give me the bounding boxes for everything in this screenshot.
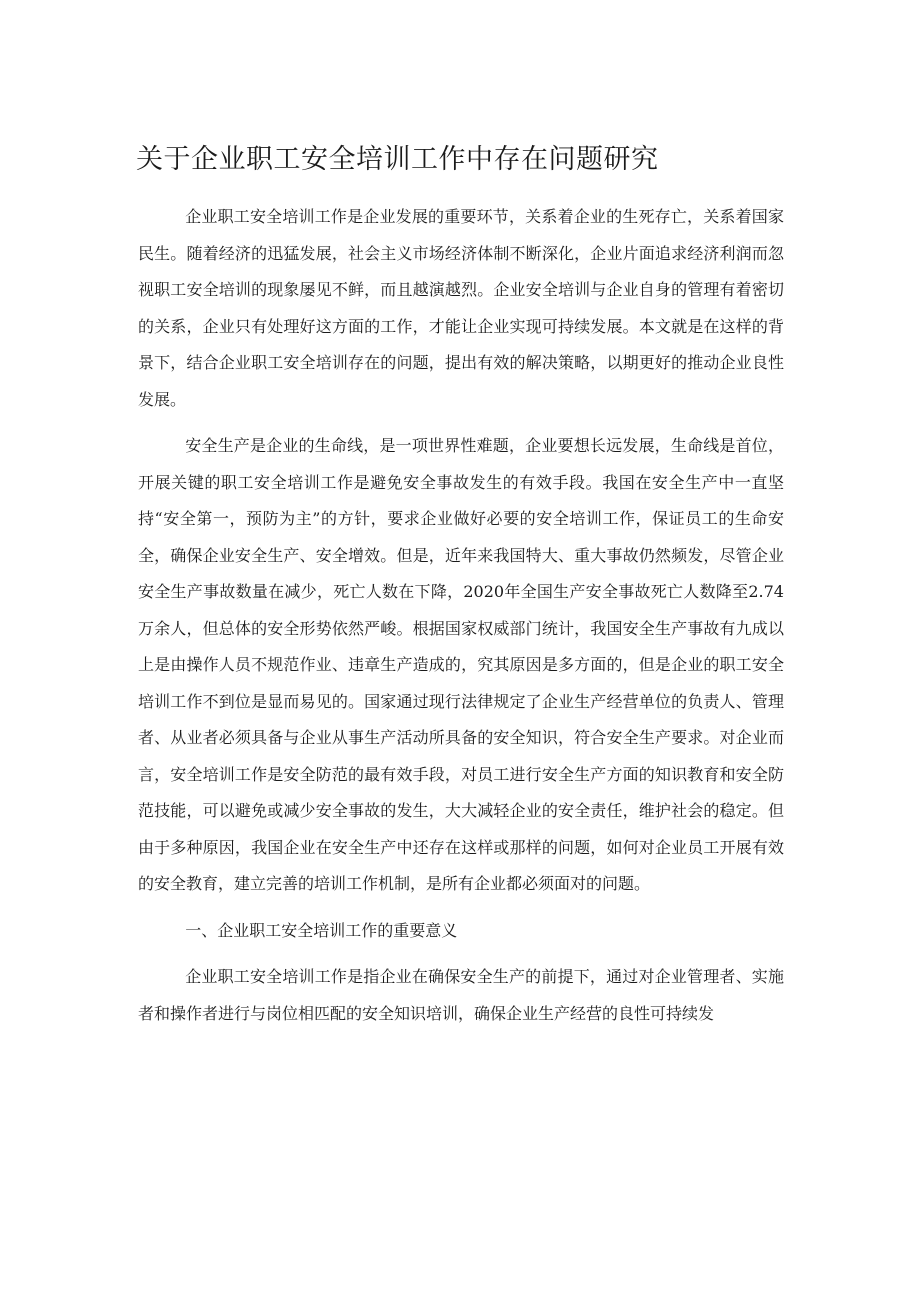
- document-title: 关于企业职工安全培训工作中存在问题研究: [136, 144, 659, 175]
- document-body: [138, 199, 784, 1032]
- section-heading: 一、企业职工安全培训工作的重要意义: [185, 920, 458, 940]
- section-paragraph: 企业职工安全培训工作是指企业在确保安全生产的前提下，通过对企业管理者、实施者和操作者进行与岗位相匹配的安全知识培训，确保企业生产经营的良性可持续发: [138, 967, 784, 1023]
- intro-paragraph: 企业职工安全培训工作是企业发展的重要环节，关系着企业的生死存亡，关系着国家民生。随着经济的迅猛发展，社会主义市场经济体制不断深化，企业片面追求经济利润而忽视职工安全培训的现象屡见不鲜，而且越演越烈。企业安全培训与企业自身的管理有着密切的关系，企业只有处理好这方面的工作，才能让企业实现可持续发展。本文就是在这样的背景下，结合企业职工安全培训存在的问题，提出有效的解决策略，以期更好的推动企业良性发展。: [138, 207, 784, 409]
- background-paragraph: 安全生产是企业的生命线，是一项世界性难题，企业要想长远发展，生命线是首位，开展关键的职工安全培训工作是避免安全事故发生的有效手段。我国在安全生产中一直坚持“安全第一，预防为主”的方针，要求企业做好必要的安全培训工作，保证员工的生命安全，确保企业安全生产、安全增效。但是，近年来我国特大、重大事故仍然频发，尽管企业安全生产事故数量在减少，死亡人数在下降，2020年全国生产安全事故死亡人数降至2.74万余人，但总体的安全形势依然严峻。根据国家权威部门统计，我国安全生产事故有九成以上是由操作人员不规范作业、违章生产造成的，究其原因是多方面的，但是企业的职工安全培训工作不到位是显而易见的。国家通过现行法律规定了企业生产经营单位的负责人、管理者、从业者必须具备与企业从事生产活动所具备的安全知识，符合安全生产要求。对企业而言，安全培训工作是安全防范的最有效手段，对员工进行安全生产方面的知识教育和安全防范技能，可以避免或减少安全事故的发生，大大减轻企业的安全责任，维护社会的稳定。但由于多种原因，我国企业在安全生产中还存在这样或那样的问题，如何对企业员工开展有效的安全教育，建立完善的培训工作机制，是所有企业都必须面对的问题。: [138, 436, 784, 893]
